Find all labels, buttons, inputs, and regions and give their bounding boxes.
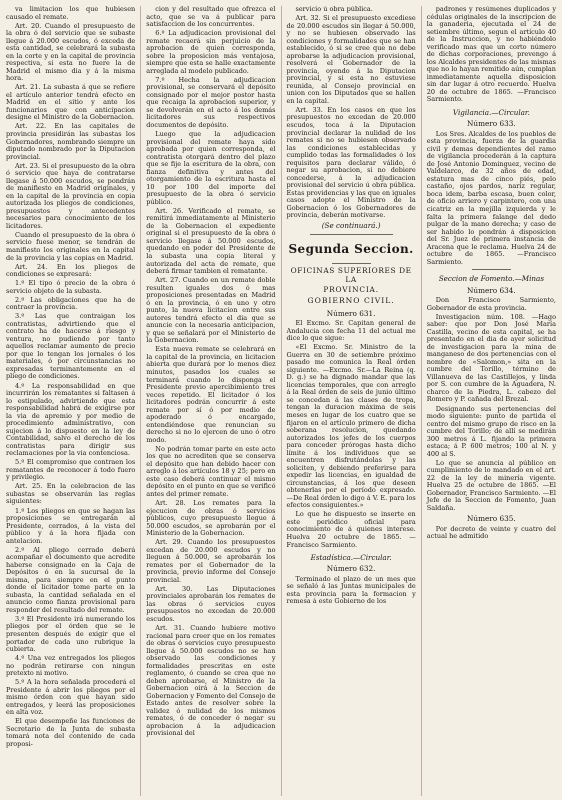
- paragraph: Art. 33. En los casos en que los presupuestos no excedan de 20.000 escudos, toca á la Diputacion provincial declarar la nulidad de los remates si no se hubiesen observado las condiciones establecidas y cumplido todas las formalidades ó los requisitos para declarar válido, ó negar su aprobacion, si no debiere concederse, á la adjudicacion provisional del servicio ú obra pública. Estas providencias y las que en iguales casos adopte el Ministro de la Gobernacion ó los Gobernadores de provincia, deberán motivarse.: [286, 105, 416, 220]
- notice-heading: Seccion de Fomento.—Minas: [438, 274, 545, 284]
- paragraph: Art. 27. Cuando en un remate doble resulten iguales dos ó mas proposiciones presentadas en Madrid ó en la provincia, ó en uno y otro punto, la nueva licitacion entre sus autores tendrá efecto el dia que se anuncie con la necesaria anticipacion, y que se señalará por el Ministerio de la Gobernacion.: [146, 276, 276, 345]
- paragraph: Designando sus pertenencias del modo siguiente: punto de partida el centro del mismo grupo de risco en la cumbre del Torillo; de allí se medirán 300 metros á L. fijando la primera estaca; á P. 600 metros; 100 al N. y 400 al S.: [426, 404, 556, 458]
- paragraph: 5.º A la hora señalada procederá el Presidente á abrir los pliegos por el mismo órden con que hayan sido entregados, y leerá las proposiciones en alta voz.: [6, 678, 136, 717]
- notice-number: Número 634.: [466, 285, 516, 295]
- paragraph: 2.º Al pliego cerrado deberá acompañar el documento que acredite haberse consignado en la Caja de Depósitos ó en la sucursal de la misma, para siempre en el punto donde el licitador tome parte en la subasta, la cantidad señalada en el anuncio como fianza provisional para responder del resultado del remate.: [6, 545, 136, 614]
- paragraph: 3.º El Presidente irá numerando los pliegos por el órden que se le presenten después de exigir que el portador de cada uno rubrique la cubierta.: [6, 614, 136, 654]
- paragraph: Art. 22. En las capitales de provincia presidirán las subastas los Gobernadores, nombrando siempre un diputado nombrado por la Diputacion provincial.: [6, 122, 136, 161]
- paragraph: Art. 32. Si el presupuesto excediese de 20.000 escudos sin llegar á 50.000, y no se hubiesen observado las condiciones y formalidades que se han establecido, ó si se cree que no debe aprobarse la adjudicacion provisional, resolverá el Gobernador de la provincia, oyendo á la Diputacion provincial, y si esta no estuviese reunida, al Consejo provincial en union con los Diputados que se hallen en la capital.: [286, 14, 416, 105]
- province-heading: PROVINCIA.: [323, 285, 379, 295]
- divider: [310, 234, 393, 235]
- paragraph: «El Excmo. Sr. Ministro de la Guerra en 30 de setiembre próximo pasado me comunica la Real órden siguiente. —Excmo. Sr.—La Reina (q. D. g.) se ha dignado mandar que las licencias temporales, que con arreglo á la Real órden de seis de junio último se concedan á las clases de tropa, tengan la duracion máxima de seis meses en lugar de los cuatro que se fijaron en el artículo primero de dicha soberana resolucion, quedando autorizados los jefes de los cuerpos para conceder prórogas hasta dicho límite á los individuos que se encuentren disfrutándolas y las soliciten, y debiendo preferirse para expedir las licencias, en igualdad de circunstancias, á los que deseen obtenerlas por el período expresado. —De Real órden lo digo á V. E. para los efectos consiguientes.»: [286, 343, 416, 510]
- paragraph: 4.º La responsabilidad en que incurrirán los rematantes si faltasen á lo estipulado, advirtiendo que esta responsabilidad habrá de exigirse por la via de apremio y por medio de procedimiento administrativo, con sujecion á lo dispuesto en la ley de Contabilidad, salvo el derecho de los contratistas para dirigir sus reclamaciones por la via contenciosa.: [6, 381, 136, 458]
- paragraph: cion y del resultado que ofrezca el acto, que se va á publicar para satisfaccion de los concurrentes.: [146, 6, 276, 29]
- notice-number: Número 631.: [326, 308, 376, 318]
- paragraph: No podrán tomar parte en este acto los que no acrediten que se conserva el depósito que han debido hacer con arreglo á los artículos 18 y 25; pero en este caso deberá continuar el mismo depósito en el punto en que se verificó antes del primer remate.: [146, 444, 276, 498]
- paragraph: Art. 23. Si el presupuesto de la obra ó servicio que haya de contratarse llegase á 50.000 escudos, se pondrán de manifiesto en Madrid originales, y en la capital de la provincia en copia autorizada los pliegos de condiciones, presupuestos y antecedentes necesarios para conocimiento de los licitadores.: [6, 161, 136, 230]
- paragraph: Art. 26. Verificado el remate, se remitirá inmediatamente al Ministerio de la Gobernacion el expediente original si el presupuesto de la obra ó servicio llegase á 50.000 escudos, quedando en poder del Presidente de la subasta una copia literal y autorizada del acta de remate, que deberá firmar tambien el rematante.: [146, 206, 276, 276]
- paragraph: 2.º Las obligaciones que ha de contraer la provincia.: [6, 295, 136, 312]
- paragraph: servicio ú obra pública.: [295, 6, 373, 13]
- notice-heading: Estadística.—Circular.: [310, 553, 392, 563]
- paragraph: Por decreto de veinte y cuatro del actual he admitido: [426, 524, 556, 541]
- paragraph: 1.º El tipo ó precio de la obra ó servicio objeto de la subasta.: [6, 279, 136, 295]
- paragraph: Art. 28. Los remates para la ejecucion de obras ó servicios públicos, cuyo presupuesto llegue á 50.000 escudos, se aprobarán por el Ministerio de la Gobernacion.: [146, 499, 276, 538]
- paragraph: 7.º Hecha la adjudicacion provisional, se conservará el depósito consignado por el mejor postor hasta que recaiga la aprobacion superior, y se devolverán en el acto á los demás licitadores sus respectivos documentos de depósito.: [146, 75, 276, 129]
- column-2: [140, 6, 275, 796]
- paragraph: Lo que se anuncia al público en cumplimiento de lo mandado en el art. 22 de la ley de minería vigente. Huelva 25 de octubre de 1865. —El Gobernador, Francisco Sarmiento. —El Jefe de la Seccion de Fomento, Juan Saldaña.: [426, 458, 556, 512]
- notice-number: Número 633.: [466, 119, 516, 129]
- paragraph: padrones y resúmenes duplicados y cédulas originales de la inscripcion de la ganaderia, ejecutada el 24 de setiembre último, segun el artículo 40 de la Instruccion, y no habiéndolo verificado mas que un corto número de dichas corporaciones, prevengo á los Alcaldes presidentes de las mismas que no lo hayan remitido aún, cumplan inmediatamente aquella disposicion sin dar lugar á otro recuerdo. Huelva 20 de octubre de 1865. —Francisco Sarmiento.: [426, 6, 556, 104]
- divider: [472, 269, 511, 270]
- paragraph: Investigacion núm. 108. —Hago saber: que por Don José María Castilla, vecino de esta capital, se ha presentado en el dia de ayer solicitud de investigacion para la mina de manganeso de dos pertenencias con el nombre de «Salomon,» sita en la cumbre del Torillo, término de Villanueva de las Castillejos, y linda por S. con cumbre de la Aguadera, N. charco de la Piedra, L. cabezo del Romero y P. cañada del Brezal.: [426, 312, 556, 404]
- paragraph: Don Francisco Sarmiento, Gobernador de esta provincia.: [426, 296, 556, 312]
- notice-number: Número 635.: [466, 514, 516, 524]
- paragraph: 1.º Los pliegos en que se hagan las proposiciones se entregarán al Presidente, cerrados, á la vista del público y á la hora fijada con antelacion.: [6, 506, 136, 545]
- government-heading: GOBIERNO CIVIL.: [307, 295, 395, 305]
- notice-heading: Vigilancia.—Circular.: [452, 107, 530, 117]
- paragraph: El que desempeñe las funciones de Secretario de la Junta de subasta tomará nota del contenido de cada proposi-: [6, 717, 136, 748]
- paragraph: Art. 31. Cuando hubiere motivo racional para creer que en los remates de obras ó servicios cuyo presupuesto llegue á 50.000 escudos no se han observado las condiciones y formalidades prescritas en este reglamento, ó cuando se crea que no deben aprobarse, el Ministro de la Gobernacion oirá á la Seccion de Gobernacion y Fomento del Consejo de Estado antes de resolver sobre la validez ó nulidad de los mismos remates, ó de conceder ó negar su aprobacion á la adjudicacion provisional del: [146, 624, 276, 738]
- paragraph: Los Sres. Alcaldes de los pueblos de esta provincia, fuerza de la guardia civil y demas dependientes del ramo de vigilancia procederán á la captura de José Antonio Dominguez, vecino de Valdelarco, de 32 años de edad, estatura mas de cinco piés, pelo castaño, ojos pardos, nariz regular, boca idem, barba escasa, buen color, de oficio arriero y carpintero, con una cicatriz en la mejilla izquierda y le falta la primera falange del dedo pulgar de la mano derecha; y caso de ser habido lo pondrán á disposicion del Sr. Juez de primera instancia de Aracena que le reclama. Huelva 24 de octubre de 1865. —Francisco Sarmiento.: [426, 129, 556, 266]
- paragraph: 4.º Una vez entregados los pliegos no podrán retirarse con ningun pretexto ni motivo.: [6, 654, 136, 678]
- paragraph: Cuando el presupuesto de la obra ó servicio fuese menor, se tendrán de manifiesto los originales en la capital de la provincia y las copias en Madrid.: [6, 230, 136, 262]
- notice-number: Número 632.: [326, 564, 376, 574]
- paragraph: Art. 25. En la celebracion de las subastas se observarán las reglas siguientes:: [6, 482, 136, 506]
- paragraph: Art. 24. En los pliegos de condiciones se expresará:: [6, 262, 136, 279]
- paragraph: Terminado el plazo de un mes que se señaló á las Juntas municipales de esta provincia para la formacion y remesa á este Gobierno de los: [286, 574, 416, 606]
- column-4: [421, 6, 556, 796]
- column-3: [281, 6, 416, 796]
- column-1: [6, 6, 135, 796]
- section-title: Segunda Seccion.: [288, 242, 414, 257]
- paragraph: El Excmo. Sr. Capitan general de Andalucia con fecha 11 del actual me dice lo que sigue:: [286, 319, 416, 343]
- paragraph: Art. 20. Cuando el presupuesto de la obra ó del servicio que se subaste llegue á 20.000 escudos, ó exceda de esta cantidad, se celebrará la subasta en la corte y en la capital de provincia respectiva, si esta no fuere la de Madrid el mismo dia y á la misma hora.: [6, 21, 136, 83]
- paragraph: 6.º La adjudicacion provisional del remate recaerá sin perjuicio de la aprobacion de quien corresponda, sobre la proposicion más ventajosa, siempre que esta se halle exactamente arreglada al modelo publicado.: [146, 29, 276, 75]
- paragraph: Art. 29. Cuando los presupuestos excedan de 20.000 escudos y no lleguen á 50.000, se aprobarán los remates por el Gobernador de la provincia, previo informe del Consejo provincial.: [146, 538, 276, 584]
- paragraph: Lo que he dispuesto se inserte en este periódico oficial para conocimiento de á quienes interese. Huelva 20 octubre de 1865. —Francisco Sarmiento.: [286, 510, 416, 549]
- paragraph: Art. 21. La subasta á que se refiere el artículo anterior tendrá efecto en Madrid en el sitio y ante los funcionarios que con anticipacion designe el Ministro de la Gobernacion.: [6, 83, 136, 122]
- continuation-note: (Se continuará.): [321, 220, 381, 230]
- paragraph: 5.º El compromiso que contraen los rematantes de reconocer á todo fuero y privilegio.: [6, 458, 136, 482]
- paragraph: Esta nueva remate se celebrará en la capital de la provincia, en licitacion abierta que durará por lo menos diez minutos, pasados los cuales se terminará cuando lo disponga el Presidente previo apercibimiento tres veces repetido. El licitador ó los licitadores podrán concurrir á este remate por sí ó por medio de apoderado ó encargado, entendiéndose que renuncian su derecho si no lo ejercen de uno ó otro modo.: [146, 345, 276, 444]
- paragraph: Art. 30. Las Diputaciones provinciales aprobarán los remates de las obras ó servicios cuyos presupuestos no excedan de 20.000 escudos.: [146, 584, 276, 623]
- paragraph: Luego que la adjudicacion provisional del remate haya sido aprobada por quien corresponda, el contratista otorgará dentro del plazo que se fije la escritura de la obra, con fianza definitiva y antes del otorgamiento de la escritura hasta el 10 por 100 del importe del presupuesto de la obra ó servicio público.: [146, 130, 276, 206]
- paragraph: 3.º Las que contraigan los contratistas, advirtiendo que el contrato ha de hacerse á riesgo y ventura, no pudiendo por tanto aquellos reclamar aumento de precio por que lo tengan los jornales ó los materiales, ó por circunstancias no expresadas terminantemente en el pliego de condiciones.: [6, 312, 136, 381]
- divider: [332, 263, 371, 264]
- office-heading: OFICINAS SUPERIORES DE LA: [290, 266, 412, 284]
- paragraph: va limitacion los que hubiesen causado el remate.: [6, 6, 136, 21]
